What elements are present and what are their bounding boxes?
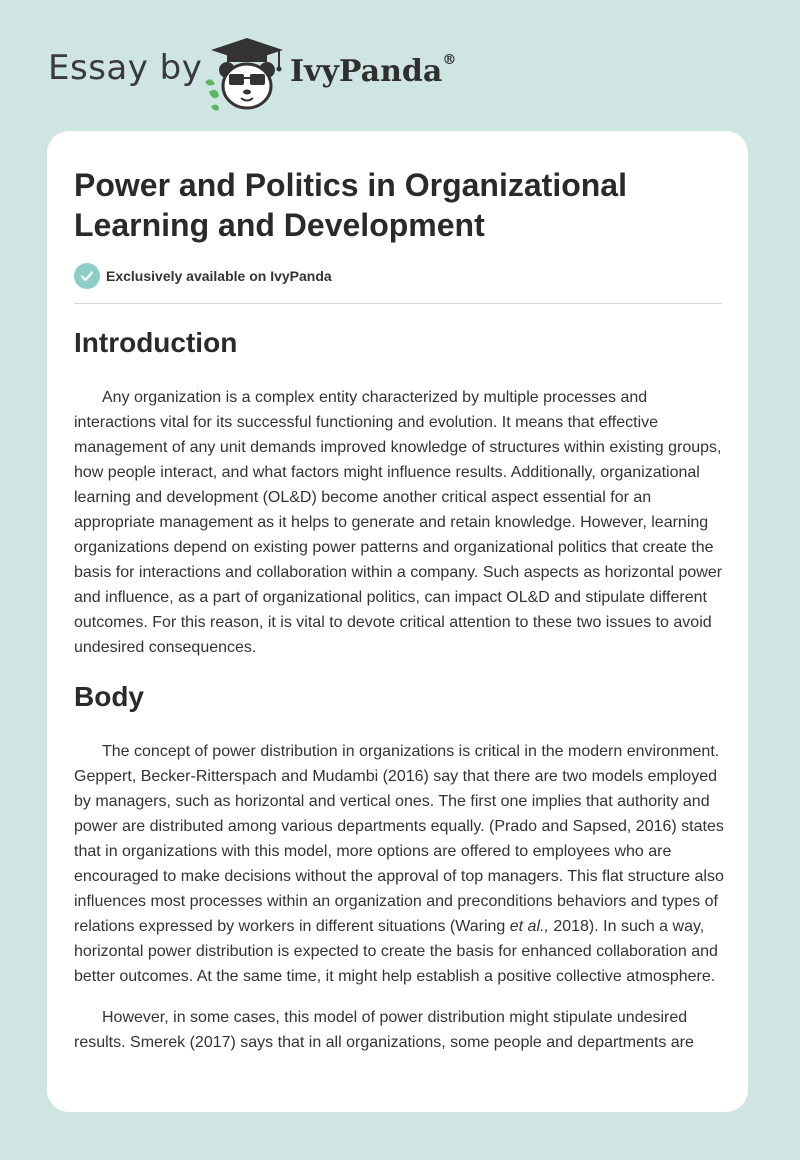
paragraph: However, in some cases, this model of power distribution might stipulate undesired results. Smerek (2017) says that in all organizations, some people and departments are [74,1009,694,1051]
badge-text: Exclusively available on IvyPanda [106,268,332,284]
divider [74,303,722,304]
essay-by-label: Essay by [48,48,203,88]
paragraph: The concept of power distribution in organizations is critical in the modern environment. Geppert, Becker-Ritterspach and Mudambi (2016) say that there are two models employed by managers, such as horizontal and vertical ones. The first one implies that authority and power are distributed among various departments equally. (Prado and Sapsed, 2016) states that in organizations with this model, more options are offered to employees who are encouraged to make decisions without the approval of top managers. This flat structure also influences most processes within an organization and preconditions behaviors and types of relations expressed by workers in different situations (Waring et al., 2018). In such a way, horizontal power distribution is expected to create the basis for enhanced collaboration and better outcomes. At the same time, it might help establish a positive collective atmosphere. [74,743,724,985]
section-heading-body: Body [74,681,144,712]
italic-citation: et al., [509,918,549,935]
essay-content [74,321,724,1055]
exclusive-badge [74,263,332,289]
registered-mark: ® [442,52,457,68]
panda-logo-icon [203,36,287,117]
site-header [48,30,468,110]
brand-name: IvyPanda® [290,52,457,89]
check-icon [74,263,100,289]
essay-card [47,131,748,1112]
section-heading-introduction: Introduction [74,327,238,358]
essay-title: Power and Politics in Organizational Learning and Development [74,167,627,243]
paragraph: Any organization is a complex entity characterized by multiple processes and interactions vital for its successful functioning and evolution. It means that effective management of any unit demands improved knowledge of structures within existing groups, how people interact, and what factors might influence results. Additionally, organizational learning and development (OL&D) become another critical aspect essential for an appropriate management as it helps to generate and retain knowledge. However, learning organizations depend on existing power patterns and organizational politics that create the basis for interactions and collaboration within a company. Such aspects as horizontal power and influence, as a part of organizational politics, can impact OL&D and stipulate different outcomes. For this reason, it is vital to devote critical attention to these two issues to avoid undesired consequences. [74,389,723,656]
